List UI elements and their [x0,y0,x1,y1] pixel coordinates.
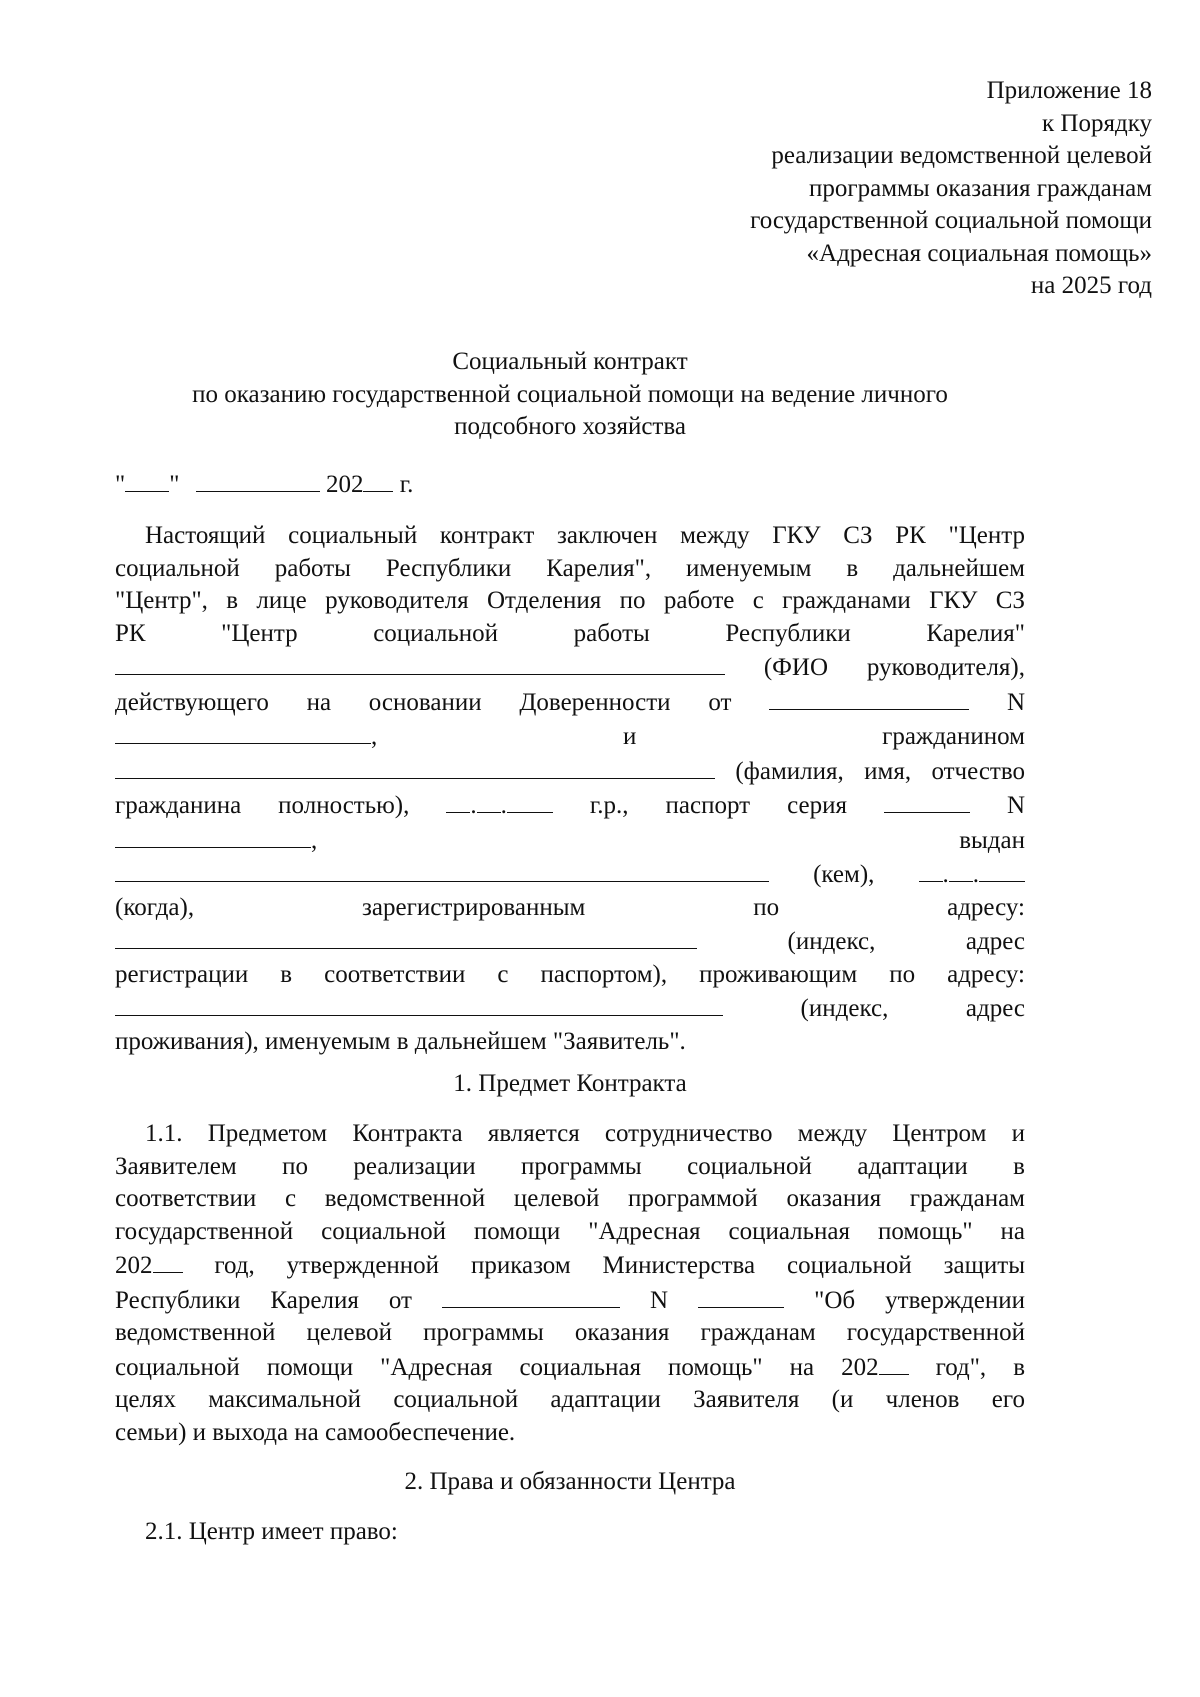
issue-date-blank[interactable]: . . [919,861,1026,888]
director-hint: (ФИО руководителя), [763,654,1025,681]
section-1-line: семьи) и выхода на самообеспечение. [115,1418,516,1446]
section-1-line [115,1248,1025,1283]
section-1-text: год, утвержденной приказом Министерства социальной защиты [214,1252,1026,1279]
comma: , [371,723,378,750]
year-prefix: 202 [115,1252,153,1279]
section-1-line: соответствии с ведомственной целевой программой оказания гражданам [115,1185,1025,1212]
section-1-body [115,1118,1025,1449]
and-label: и [622,723,637,750]
appendix-line: «Адресная социальная помощь» [806,239,1152,267]
preamble-line [115,650,1025,685]
number-label: N [1006,792,1026,819]
section-1-line [115,1350,1025,1385]
section-1-text: социальной помощи "Адресная социальная помощь" на 202 [115,1353,879,1381]
preamble-line: проживания), именуемым в дальнейшем "Заявитель". [115,1027,686,1055]
title-line: Социальный контракт [452,348,688,375]
address-hint: адрес [965,995,1026,1022]
preamble-line [115,991,1025,1026]
month-blank[interactable] [196,467,320,492]
comma: , [311,826,318,854]
section-2-heading: 2. Права и обязанности Центра [404,1468,736,1495]
issued-label: выдан [959,826,1025,854]
year-blank[interactable] [153,1248,183,1273]
citizen-label: гражданином [882,723,1025,750]
preamble-line: Настоящий социальный контракт заключен между ГКУ СЗ РК "Центр [145,522,1025,549]
section-2-body [115,1516,1025,1549]
year-prefix: 202 [325,471,364,498]
preamble-line [115,685,1025,720]
director-name-blank[interactable] [115,650,725,675]
citizen-name-blank[interactable] [115,754,715,779]
attorney-date-blank[interactable] [769,685,969,710]
preamble-line: регистрации в соответствии с паспортом), проживающим по адресу: [115,960,1025,988]
year-suffix: г. [399,471,414,498]
order-title-start: "Об утверждении [814,1286,1026,1314]
year-blank[interactable] [363,467,393,492]
ministry-label: Республики Карелия от [115,1286,412,1314]
day-blank[interactable] [125,467,169,492]
title-line: подсобного хозяйства [454,413,686,440]
preamble-line [115,892,1025,925]
date-quote-open: " [115,471,126,498]
preamble [115,520,1025,1058]
title-line: по оказанию государственной социальной помощи на ведение личного [192,380,948,408]
preamble-line: социальной работы Республики Карелия", именуемым в дальнейшем [115,554,1025,582]
preamble-line [115,924,1025,959]
number-label: N [650,1286,669,1314]
section-1-heading: 1. Предмет Контракта [453,1070,687,1097]
order-date-blank[interactable] [442,1283,620,1308]
section-1-line: Заявителем по реализации программы социальной адаптации в [115,1152,1025,1180]
section-2-item: 2.1. Центр имеет право: [145,1518,398,1545]
appendix-header [592,75,1152,303]
preamble-line [115,719,1025,754]
passport-series-blank[interactable] [884,788,970,813]
section-1-text: год", в [935,1353,1025,1381]
contract-date-line [115,467,413,502]
date-quote-close: " [169,471,180,498]
preamble-line: "Центр", в лице руководителя Отделения по работе с гражданами ГКУ СЗ [115,587,1025,614]
issued-by-hint: (кем), [813,861,875,888]
when-hint: (когда), [115,893,195,921]
section-1-line [115,1283,1025,1318]
appendix-line: реализации ведомственной целевой [771,142,1152,169]
preamble-line [115,823,1025,858]
index-hint: (индекс, [787,928,876,955]
at-label: по [753,893,780,921]
preamble-line: РК "Центр социальной работы Республики Карелия" [115,619,1025,647]
document-title [115,346,1025,444]
section-1-line: целях максимальной социальной адаптации Заявителя (и членов его [115,1386,1025,1413]
appendix-line: Приложение 18 [986,77,1152,104]
registration-address-blank[interactable] [115,924,697,949]
section-1-line: государственной социальной помощи "Адресная социальная помощь" на [115,1217,1025,1245]
appendix-line: на 2025 год [1030,272,1152,299]
address-hint: адрес [965,928,1026,955]
section-1-line: ведомственной целевой программы оказания гражданам государственной [115,1319,1025,1346]
power-of-attorney-label: действующего на основании Доверенности от [115,688,732,716]
number-label: N [1006,688,1026,716]
citizen-name-hint: (фамилия, имя, отчество [735,757,1025,785]
citizen-name-hint-end: гражданина полностью), [115,792,410,819]
appendix-line: программы оказания гражданам [809,174,1152,202]
preamble-line [115,857,1025,892]
registered-label: зарегистрированным [362,893,586,921]
appendix-line: к Порядку [1042,109,1152,137]
appendix-line: государственной социальной помощи [750,207,1152,234]
passport-series-label: г.р., паспорт серия [589,792,847,819]
birth-date-blank[interactable]: . . [446,792,553,819]
preamble-line [115,754,1025,789]
year-blank[interactable] [879,1350,909,1375]
issued-by-blank[interactable] [115,857,769,882]
address-label: адресу: [947,893,1025,921]
index-hint: (индекс, [800,995,889,1022]
section-1-line: 1.1. Предметом Контракта является сотрудничество между Центром и [145,1120,1025,1147]
attorney-number-blank[interactable] [115,719,371,744]
passport-number-blank[interactable] [115,823,311,848]
preamble-line [115,788,1025,823]
order-number-blank[interactable] [698,1283,784,1308]
residence-address-blank[interactable] [115,991,723,1016]
